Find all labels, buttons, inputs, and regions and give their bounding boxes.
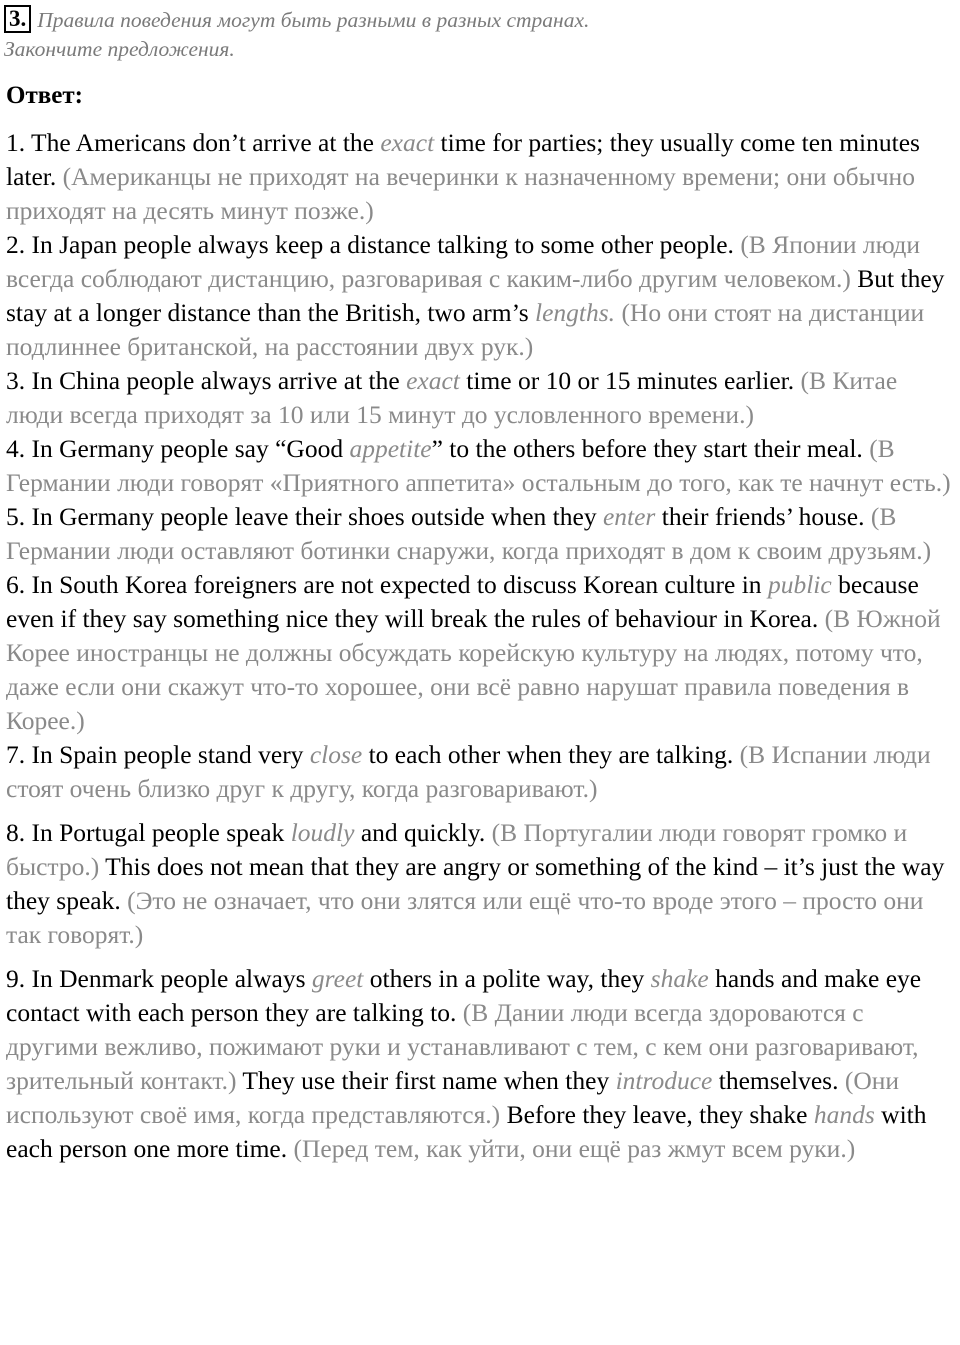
sentence-text: They use their first name when they: [236, 1066, 616, 1095]
sentence-text: 2. In Japan people always keep a distance talking to some other people.: [6, 230, 741, 259]
answer-word: introduce: [615, 1066, 713, 1095]
translation-text: (Но они стоят на дистанции подлиннее британской, на расстоянии двух рук.): [6, 298, 925, 361]
sentence-text: because even if they say something nice they will break the rules of behaviour in Korea.: [6, 570, 919, 633]
answer-word: loudly: [290, 818, 355, 847]
sentence-text: This does not mean that they are angry or something of the kind – it’s just the way they speak.: [6, 852, 945, 915]
answer-word: greet: [311, 964, 364, 993]
answer-item-6: [6, 568, 956, 738]
translation-text: (Они используют своё имя, когда представляются.): [6, 1066, 900, 1129]
answer-item-7: [6, 738, 956, 806]
answer-item-4: [6, 432, 956, 500]
sentence-text: 8. In Portugal people speak: [6, 818, 291, 847]
translation-text: (В Японии люди всегда соблюдают дистанцию, разговаривая с каким-либо другим человеком.): [6, 230, 921, 293]
translation-text: (В Германии люди оставляют ботинки снаружи, когда приходят в дом к своим друзьям.): [6, 502, 932, 565]
sentence-text: But they stay at a longer distance than the British, two arm’s: [6, 264, 945, 327]
answer-word: lengths.: [535, 298, 616, 327]
sentence-text: themselves.: [712, 1066, 845, 1095]
sentence-text: 4. In Germany people say “Good: [6, 434, 350, 463]
translation-text: (В Южной Корее иностранцы не должны обсуждать корейскую культуру на людях, потому что, даже если они скажут что-то хорошее, они всё равно нарушат правила поведения в Корее.): [6, 604, 941, 735]
translation-text: (В Китае люди всегда приходят за 10 или 15 минут до условленного времени.): [6, 366, 898, 429]
task-number: 3.: [4, 5, 31, 33]
sentence-text: Before they leave, they shake: [500, 1100, 814, 1129]
answer-item-3: [6, 364, 956, 432]
answer-word: public: [767, 570, 832, 599]
translation-text: (Американцы не приходят на вечеринки к назначенному времени; они обычно приходят на десять минут позже.): [6, 162, 915, 225]
sentence-text: 7. In Spain people stand very: [6, 740, 310, 769]
sentence-text: others in a polite way, they: [363, 964, 651, 993]
answer-word: close: [309, 740, 363, 769]
answer-word: enter: [602, 502, 656, 531]
translation-text: (В Германии люди говорят «Приятного аппетита» остальным до того, как те начнут есть.): [6, 434, 951, 497]
translation-text: (Перед тем, как уйти, они ещё раз жмут всем руки.): [293, 1134, 856, 1163]
sentence-text: time for parties; they usually come ten minutes later.: [6, 128, 920, 191]
translation-text: (В Дании люди всегда здороваются с другими вежливо, пожимают руки и устанавливают с тем, с кем они разговаривают, зрительный контакт.): [6, 998, 919, 1095]
sentence-text: time or 10 or 15 minutes earlier.: [459, 366, 801, 395]
answer-item-8: [6, 816, 956, 952]
sentence-text: and quickly.: [354, 818, 492, 847]
task-instruction-line-1: Правила поведения могут быть разными в разных странах.: [37, 8, 590, 32]
sentence-text: 5. In Germany people leave their shoes outside when they: [6, 502, 603, 531]
sentence-text: 1. The Americans don’t arrive at the: [6, 128, 381, 157]
task-header: [4, 5, 944, 64]
answer-list: [6, 126, 956, 1166]
answer-word: exact: [406, 366, 460, 395]
answer-word: appetite: [349, 434, 432, 463]
answer-item-9: [6, 962, 956, 1166]
answer-word: exact: [380, 128, 435, 157]
task-instruction-line-2: Закончите предложения.: [4, 37, 235, 61]
answer-word: hands: [813, 1100, 875, 1129]
sentence-text: 3. In China people always arrive at the: [6, 366, 407, 395]
answer-item-5: [6, 500, 956, 568]
sentence-text: their friends’ house.: [655, 502, 871, 531]
sentence-text: with each person one more time.: [6, 1100, 927, 1163]
answer-item-2: [6, 228, 956, 364]
sentence-text: 9. In Denmark people always: [6, 964, 312, 993]
translation-text: (В Португалии люди говорят громко и быстро.): [6, 818, 908, 881]
translation-text: (В Испании люди стоят очень близко друг к другу, когда разговаривают.): [6, 740, 931, 803]
sentence-text: to each other when they are talking.: [362, 740, 740, 769]
sentence-text: ” to the others before they start their meal.: [431, 434, 870, 463]
sentence-text: hands and make eye contact with each person they are talking to.: [6, 964, 922, 1027]
sentence-text: 6. In South Korea foreigners are not expected to discuss Korean culture in: [6, 570, 768, 599]
answer-item-1: [6, 126, 956, 228]
answer-label: Ответ:: [6, 82, 83, 109]
translation-text: (Это не означает, что они злятся или ещё что-то вроде этого – просто они так говорят.): [6, 886, 924, 949]
answer-word: shake: [650, 964, 709, 993]
